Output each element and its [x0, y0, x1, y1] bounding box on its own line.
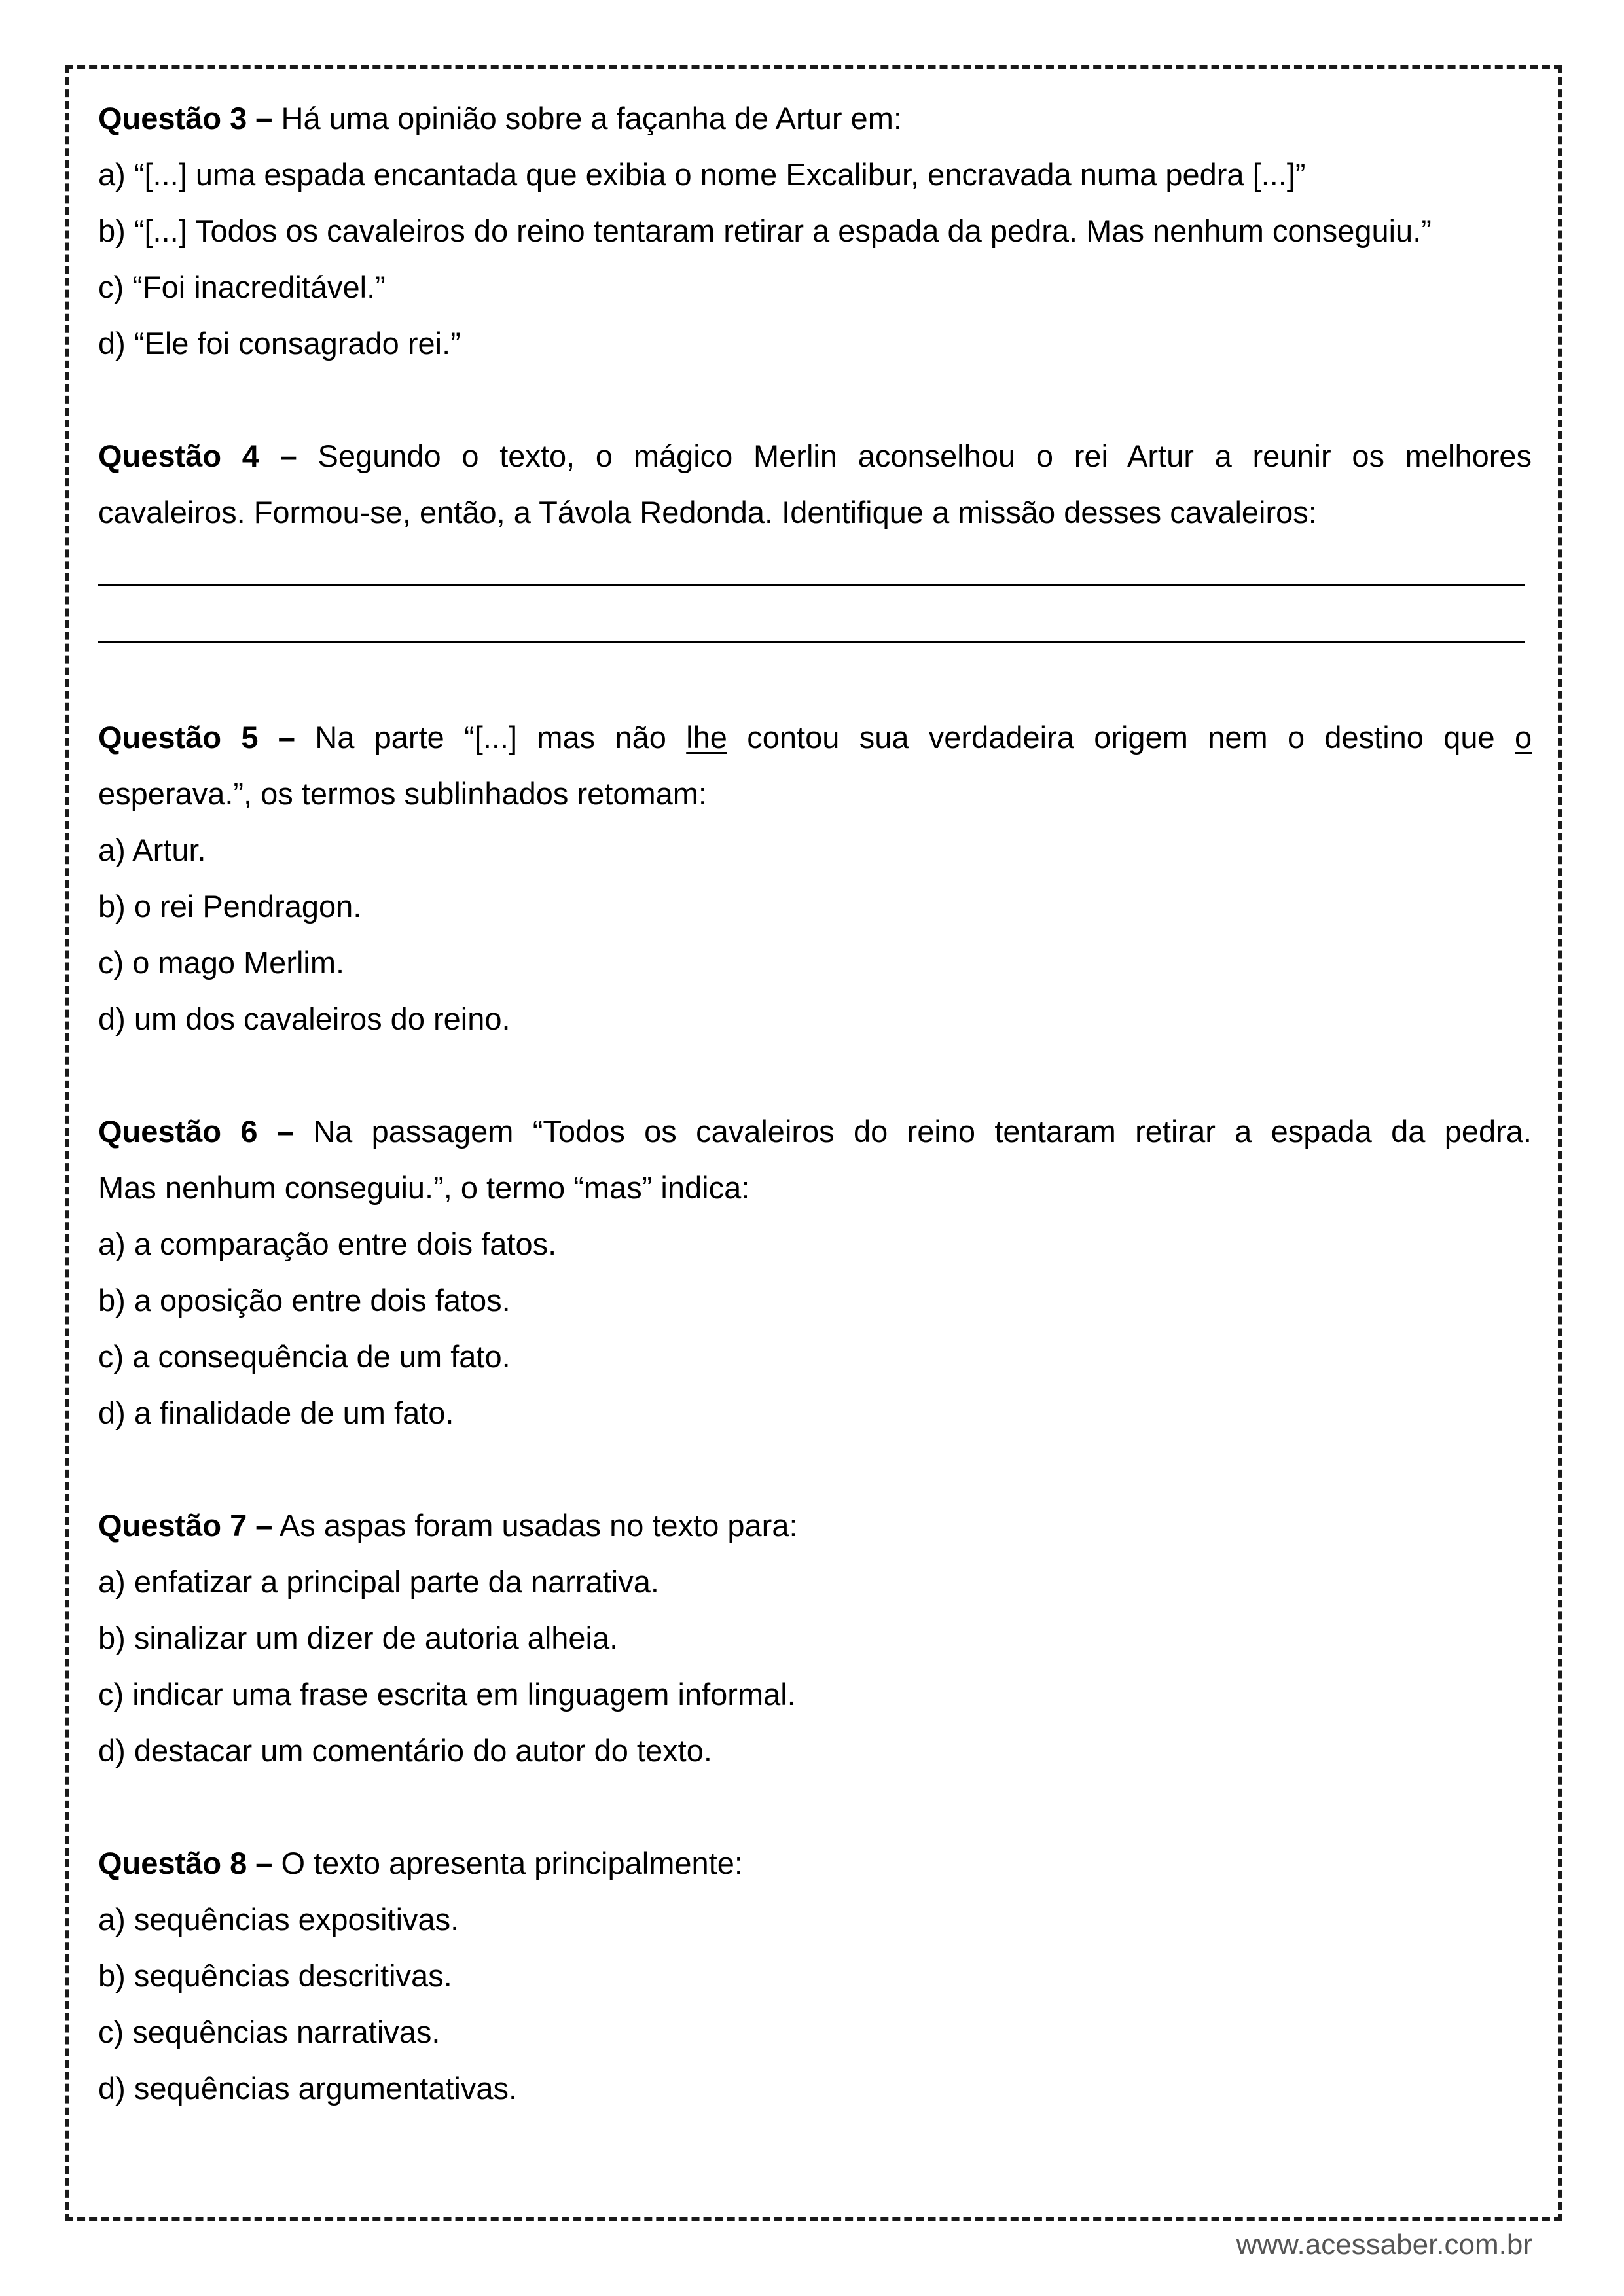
worksheet-content	[98, 90, 1532, 2117]
question-7-option-d: d) destacar um comentário do autor do texto.	[98, 1733, 712, 1768]
question-8-option-a: a) sequências expositivas.	[98, 1902, 460, 1937]
answer-line-2[interactable]	[98, 597, 1532, 653]
word: contou	[747, 720, 840, 755]
question-8-prompt	[98, 1835, 1532, 1892]
question-6-option-c: c) a consequência de um fato.	[98, 1339, 511, 1374]
word: a	[1214, 439, 1232, 473]
word: verdadeira	[928, 720, 1074, 755]
question-8-option-d: d) sequências argumentativas.	[98, 2071, 518, 2106]
question-8-option-b: b) sequências descritivas.	[98, 1958, 452, 1993]
word: o	[1287, 720, 1305, 755]
word: o	[595, 439, 613, 473]
word: do	[853, 1114, 888, 1149]
question-5-label: Questão 5 –	[98, 720, 295, 755]
word: melhores	[1405, 439, 1532, 473]
word: da	[1391, 1114, 1426, 1149]
word: rei	[1074, 439, 1108, 473]
question-5-option-c: c) o mago Merlim.	[98, 945, 345, 980]
word: que	[1443, 720, 1495, 755]
question-3-option-b: b) “[...] Todos os cavaleiros do reino tentaram retirar a espada da pedra. Mas nenhum conseguiu.”	[98, 213, 1432, 248]
word: Segundo	[317, 439, 441, 473]
word: reunir	[1252, 439, 1331, 473]
question-6-line-2: Mas nenhum conseguiu.”, o termo “mas” indica:	[98, 1170, 750, 1205]
question-3-option-c: c) “Foi inacreditável.”	[98, 270, 386, 304]
word: mas	[537, 720, 596, 755]
word: parte	[374, 720, 444, 755]
question-4-line-2: cavaleiros. Formou-se, então, a Távola Redonda. Identifique a missão desses cavaleiros:	[98, 495, 1317, 529]
question-5-line-2: esperava.”, os termos sublinhados retomam:	[98, 776, 707, 811]
question-3-option-d: d) “Ele foi consagrado rei.”	[98, 326, 461, 361]
word: os	[1352, 439, 1385, 473]
question-6-label: Questão 6 –	[98, 1114, 294, 1149]
question-7-text: As aspas foram usadas no texto para:	[272, 1508, 798, 1543]
question-7-option-a: a) enfatizar a principal parte da narrativa.	[98, 1564, 659, 1599]
word: aconselhou	[857, 439, 1016, 473]
word: sua	[859, 720, 909, 755]
word: passagem	[371, 1114, 514, 1149]
question-6-option-a: a) a comparação entre dois fatos.	[98, 1227, 557, 1261]
question-7-prompt	[98, 1498, 1532, 1554]
underlined-term-lhe: lhe	[686, 720, 727, 755]
question-8	[98, 1835, 1532, 2117]
question-5	[98, 709, 1532, 1047]
question-5-option-d: d) um dos cavaleiros do reino.	[98, 1001, 511, 1036]
question-3-prompt	[98, 90, 1532, 147]
question-6-line-1	[98, 1103, 1532, 1160]
question-7-option-b: b) sinalizar um dizer de autoria alheia.	[98, 1621, 619, 1655]
footer-website[interactable]: www.acessaber.com.br	[1236, 2229, 1532, 2261]
word: espada	[1271, 1114, 1372, 1149]
word: o	[461, 439, 479, 473]
question-8-option-c: c) sequências narrativas.	[98, 2015, 441, 2049]
word: o	[1036, 439, 1053, 473]
spacer	[98, 1441, 1532, 1498]
word: retirar	[1135, 1114, 1216, 1149]
word: a	[1235, 1114, 1252, 1149]
question-6-option-d: d) a finalidade de um fato.	[98, 1395, 454, 1430]
question-8-label: Questão 8 –	[98, 1846, 273, 1880]
word: destino	[1324, 720, 1424, 755]
spacer	[98, 1047, 1532, 1103]
question-7	[98, 1498, 1532, 1779]
word: origem	[1094, 720, 1188, 755]
word: “Todos	[532, 1114, 625, 1149]
word: cavaleiros	[696, 1114, 835, 1149]
question-7-option-c: c) indicar uma frase escrita em linguagem informal.	[98, 1677, 796, 1712]
word: não	[615, 720, 666, 755]
question-5-option-a: a) Artur.	[98, 833, 206, 867]
question-3-label: Questão 3 –	[98, 101, 273, 135]
question-7-label: Questão 7 –	[98, 1508, 273, 1543]
word: Merlin	[753, 439, 837, 473]
spacer	[98, 372, 1532, 428]
word: tentaram	[994, 1114, 1116, 1149]
question-3-text: Há uma opinião sobre a façanha de Artur em:	[272, 101, 902, 135]
question-3-option-a: a) “[...] uma espada encantada que exibia o nome Excalibur, encravada numa pedra [...]”	[98, 157, 1306, 192]
question-5-option-b: b) o rei Pendragon.	[98, 889, 362, 924]
word: Artur	[1127, 439, 1194, 473]
word: reino	[907, 1114, 976, 1149]
question-4	[98, 428, 1532, 653]
word: texto,	[499, 439, 575, 473]
spacer	[98, 1779, 1532, 1835]
word: pedra.	[1444, 1114, 1532, 1149]
word: mágico	[633, 439, 733, 473]
word: os	[644, 1114, 677, 1149]
underlined-term-o: o	[1515, 720, 1532, 755]
question-4-line-1	[98, 428, 1532, 484]
question-4-label: Questão 4 –	[98, 439, 297, 473]
word: nem	[1208, 720, 1268, 755]
spacer	[98, 653, 1532, 709]
question-6-option-b: b) a oposição entre dois fatos.	[98, 1283, 511, 1318]
word: “[...]	[464, 720, 518, 755]
question-5-line-1	[98, 709, 1532, 766]
word: Na	[315, 720, 355, 755]
question-3	[98, 90, 1532, 372]
question-6	[98, 1103, 1532, 1441]
answer-line-1[interactable]	[98, 541, 1532, 597]
question-8-text: O texto apresenta principalmente:	[272, 1846, 743, 1880]
word: Na	[313, 1114, 353, 1149]
